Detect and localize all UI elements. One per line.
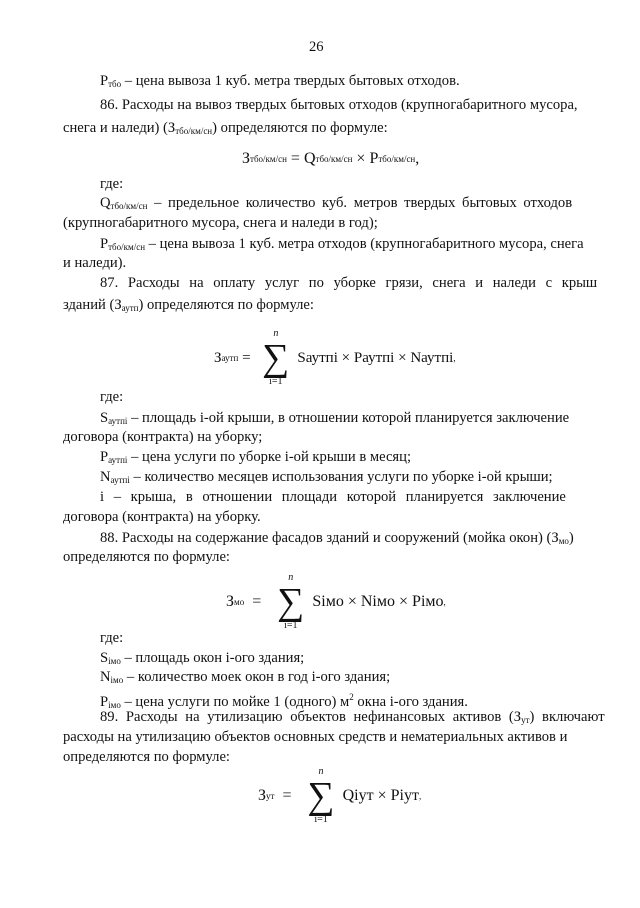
text-line: где: xyxy=(100,630,124,646)
formula-facade-cleaning: З мо = n ∑ i=1 S iмо × N iмо × Р iмо , xyxy=(226,572,446,631)
sum-sign: n ∑ i=1 xyxy=(277,572,305,631)
paragraph-87: 87. Расходы на оплату услуг по уборке грязи, снега и наледи с крыш xyxy=(100,275,598,291)
page-number: 26 xyxy=(309,39,324,55)
sum-sign: n ∑ i=1 xyxy=(307,766,335,825)
text-line: зданий $(З_{аутп})$ определяются по формуле: xyxy=(63,297,314,313)
text-line: снега и наледи) $(З_{тбо/км/сн})$ определяются по формуле: xyxy=(63,120,388,136)
text-line: $S_{iмо}$ – площадь окон i-ого здания; xyxy=(100,650,305,666)
text-line: $N_{аутпi}$ – количество месяцев использования услуги по уборке i-ой крыши; xyxy=(100,469,553,485)
paragraph-89: 89. Расходы на утилизацию объектов нефинансовых активов $(З_{ут})$ включают xyxy=(100,709,605,725)
text-line: $Q_{тбо/км/сн}$ – предельное количество куб. метров твердых бытовых отходов xyxy=(100,195,573,211)
text-line: где: xyxy=(100,176,124,192)
text-line: $Р_{тбо}$ – цена вывоза 1 куб. метра твердых бытовых отходов. xyxy=(100,73,460,89)
text-line: договора (контракта) на уборку; xyxy=(63,429,263,445)
text-line: определяются по формуле: xyxy=(63,749,230,765)
text-line: $N_{iмо}$ – количество моек окон в год i-ого здания; xyxy=(100,669,391,685)
paragraph-88: 88. Расходы на содержание фасадов зданий и сооружений (мойка окон) $(З_{мо})$ xyxy=(100,530,574,546)
text-line: договора (контракта) на уборку. xyxy=(63,509,261,525)
text-line: расходы на утилизацию объектов основных средств и нематериальных активов и xyxy=(63,729,568,745)
paragraph-86: 86. Расходы на вывоз твердых бытовых отходов (крупногабаритного мусора, xyxy=(100,97,578,113)
text-line: и наледи). xyxy=(63,255,127,271)
text-line: $Р_{аутпi}$ – цена услуги по уборке i-ой крыши в месяц; xyxy=(100,449,411,465)
formula-disposal: З ут = n ∑ i=1 Q iут × Р iут , xyxy=(258,766,422,825)
text-line: $Р_{iмо}$ – цена услуги по мойке 1 (одного) $м^2$ окна i-ого здания. xyxy=(100,692,468,710)
text-line: (крупногабаритного мусора, снега и наледи в год); xyxy=(63,215,378,231)
sum-sign: n ∑ i=1 xyxy=(262,328,290,387)
formula-roof-cleaning: З аутп = n ∑ i=1 S аутпi × Р аутпi × N аутпi , xyxy=(214,328,456,387)
text-line: i – крыша, в отношении площади которой планируется заключение xyxy=(100,489,566,505)
formula-waste-removal: З тбо/км/сн = Q тбо/км/сн × Р тбо/км/сн , xyxy=(242,150,420,167)
text-line: где: xyxy=(100,389,124,405)
text-line: определяются по формуле: xyxy=(63,549,230,565)
text-line: $S_{аутпi}$ – площадь i-ой крыши, в отношении которой планируется заключение xyxy=(100,410,570,426)
text-line: $Р_{тбо/км/сн}$ – цена вывоза 1 куб. метра отходов (крупногабаритного мусора, снега xyxy=(100,236,584,252)
